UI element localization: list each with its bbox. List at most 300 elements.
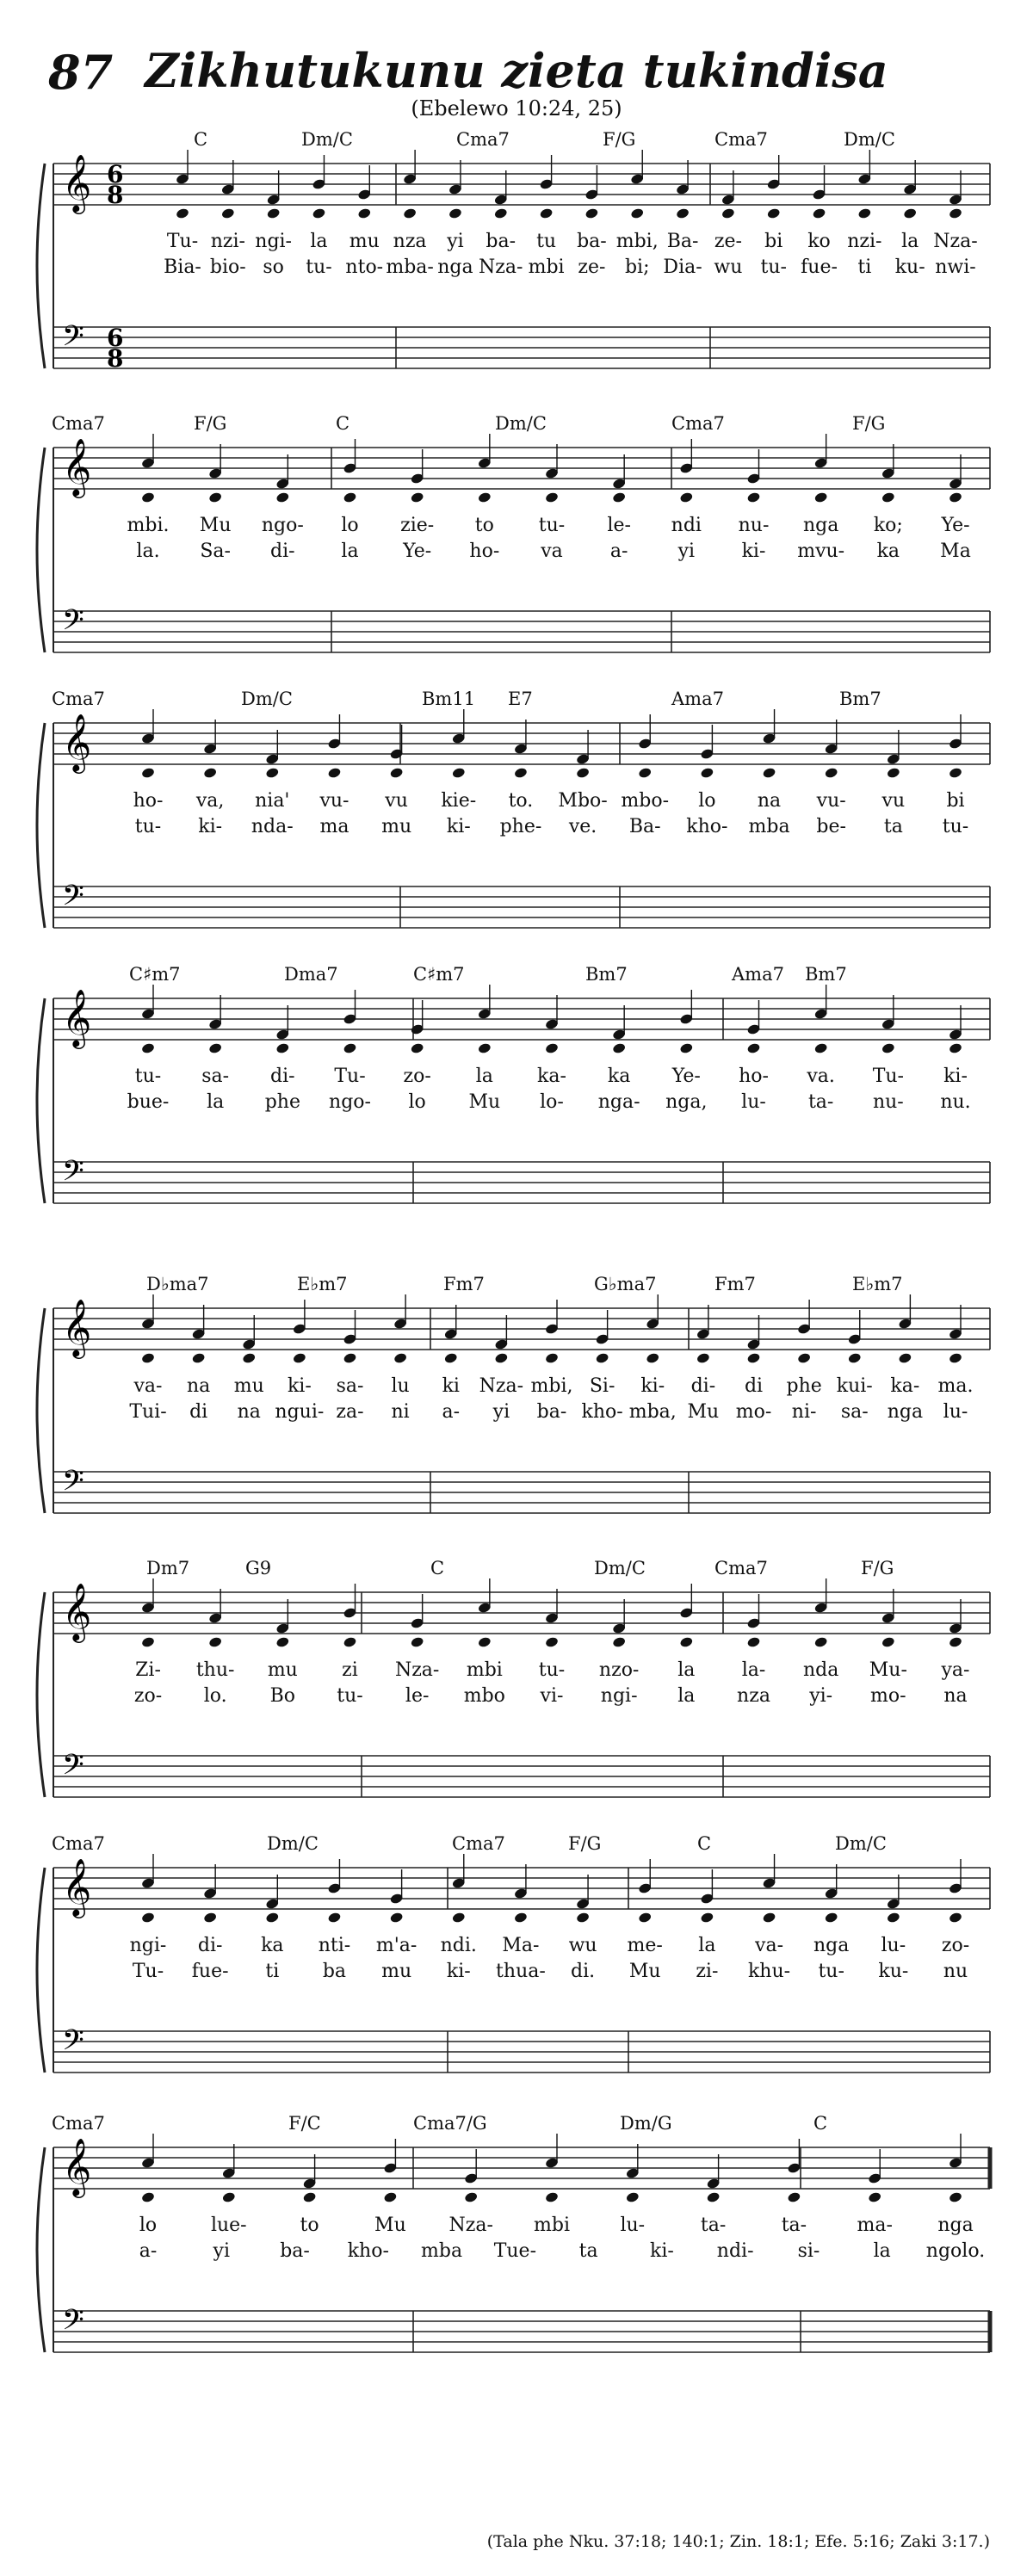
lyric-syllable: nu xyxy=(943,1961,968,1982)
chord-symbol: Cma7 xyxy=(52,2113,105,2134)
lyric-syllable: va- xyxy=(755,1935,784,1956)
footer-references: (Tala phe Nku. 37:18; 140:1; Zin. 18:1; Efe. 5:16; Zaki 3:17.) xyxy=(486,2532,990,2551)
chord-symbol: D♭ma7 xyxy=(146,1274,209,1294)
lyric-line-verse-1 xyxy=(0,1659,1033,1685)
lyric-syllable: ta xyxy=(578,2240,598,2262)
lyric-syllable: ki- xyxy=(741,541,766,562)
lyric-line-verse-1 xyxy=(0,1066,1033,1091)
note-head xyxy=(203,1912,218,1924)
note-head xyxy=(813,1636,828,1648)
lyric-syllable: ho- xyxy=(469,541,500,562)
lyric-syllable: lo. xyxy=(203,1685,227,1707)
note-head xyxy=(881,1042,896,1054)
lyric-syllable: ngolo. xyxy=(925,2240,986,2262)
chord-symbol: Ama7 xyxy=(732,964,784,985)
lyric-syllable: Ye- xyxy=(941,515,970,536)
chord-symbol: Bm7 xyxy=(585,964,628,985)
chord-symbol: Fm7 xyxy=(443,1274,485,1294)
note-head xyxy=(478,1636,492,1648)
lyric-syllable: Sa- xyxy=(200,541,231,562)
note-head xyxy=(824,767,838,779)
lyric-syllable: ngi- xyxy=(255,231,293,252)
chord-symbol: E7 xyxy=(508,689,533,709)
lyric-syllable: khu- xyxy=(747,1961,791,1982)
lyric-syllable: zi- xyxy=(696,1961,719,1982)
lyric-syllable: mu xyxy=(349,231,380,252)
lyric-syllable: ki- xyxy=(446,816,471,837)
note-head xyxy=(327,767,342,779)
lyric-syllable: ka xyxy=(607,1066,631,1087)
lyric-syllable: ko; xyxy=(873,515,903,536)
note-head xyxy=(357,207,372,219)
chord-symbol: E♭m7 xyxy=(852,1274,903,1294)
lyric-syllable: Nza- xyxy=(448,2215,493,2236)
chord-symbol: Dma7 xyxy=(284,964,338,985)
note-head xyxy=(343,491,357,503)
treble-clef-icon: 𝄞 xyxy=(62,437,92,496)
note-head xyxy=(208,1636,223,1648)
lyric-syllable: sa- xyxy=(840,1401,869,1423)
chord-symbol: Cma7 xyxy=(452,1833,505,1854)
lyric-syllable: Ye- xyxy=(671,1066,701,1087)
lyric-syllable: ki- xyxy=(446,1961,471,1982)
time-signature: 8 xyxy=(107,181,124,209)
note-head xyxy=(881,491,896,503)
note-head xyxy=(410,1042,424,1054)
lyric-syllable: lu xyxy=(391,1375,410,1397)
note-head xyxy=(700,767,714,779)
lyric-syllable: lo- xyxy=(540,1091,564,1113)
chord-symbol: Fm7 xyxy=(714,1274,756,1294)
chord-symbol: Dm/C xyxy=(241,689,293,709)
chord-symbol: Cma7/G xyxy=(413,2113,487,2134)
chord-symbol: F/C xyxy=(288,2113,321,2134)
note-head xyxy=(797,1352,812,1364)
lyric-syllable: va, xyxy=(195,790,225,812)
lyric-syllable: ma. xyxy=(937,1375,974,1397)
note-head xyxy=(949,1912,963,1924)
lyric-syllable: Mu xyxy=(628,1961,661,1982)
lyric-syllable: bi xyxy=(764,231,783,252)
lyric-syllable: bi xyxy=(946,790,965,812)
chord-symbol: C♯m7 xyxy=(413,964,465,985)
lyric-syllable: na xyxy=(943,1685,968,1707)
note-head xyxy=(949,767,963,779)
lyric-syllable: Zi- xyxy=(135,1659,161,1681)
hymn-number: 87 xyxy=(48,45,114,100)
chord-symbol: G♭ma7 xyxy=(594,1274,657,1294)
lyric-syllable: nga xyxy=(802,515,839,536)
lyric-syllable: lu- xyxy=(620,2215,646,2236)
lyric-syllable: ka- xyxy=(537,1066,566,1087)
lyric-syllable: ze- xyxy=(714,231,742,252)
note-head xyxy=(630,207,645,219)
time-signature: 6 xyxy=(107,160,124,188)
lyric-syllable: Tu- xyxy=(334,1066,366,1087)
note-head xyxy=(493,207,508,219)
lyric-syllable: ya- xyxy=(941,1659,970,1681)
lyric-syllable: Tu- xyxy=(132,1961,164,1982)
lyric-syllable: za- xyxy=(336,1401,364,1423)
lyric-syllable: zi xyxy=(342,1659,358,1681)
scripture-reference: (Ebelewo 10:24, 25) xyxy=(411,96,622,120)
hymn-title: Zikhutukunu zieta tukindisa xyxy=(145,43,888,98)
lyric-syllable: ve. xyxy=(568,816,597,837)
lyric-syllable: phe xyxy=(786,1375,822,1397)
lyric-syllable: bio- xyxy=(209,256,246,278)
bass-clef-icon: 𝄢 xyxy=(62,1749,84,1788)
note-head xyxy=(949,1352,963,1364)
bass-clef-icon: 𝄢 xyxy=(62,1155,84,1195)
note-head xyxy=(327,1912,342,1924)
chord-symbol: Cma7 xyxy=(714,1558,768,1578)
note-head xyxy=(746,491,761,503)
lyric-syllable: mbi xyxy=(534,2215,570,2236)
treble-clef-icon: 𝄞 xyxy=(62,2137,92,2196)
note-head xyxy=(898,1352,912,1364)
chord-symbol: C xyxy=(697,1833,712,1854)
chord-symbol: Bm7 xyxy=(805,964,847,985)
lyric-syllable: ho- xyxy=(133,790,164,812)
lyric-syllable: kho- xyxy=(581,1401,623,1423)
chord-symbol: Dm/G xyxy=(620,2113,672,2134)
lyric-syllable: va. xyxy=(807,1066,835,1087)
lyric-syllable: nzi- xyxy=(847,231,882,252)
chord-symbol: Dm/C xyxy=(835,1833,887,1854)
chord-symbol: F/G xyxy=(194,413,227,434)
lyric-syllable: le- xyxy=(607,515,631,536)
lyric-syllable: ngi- xyxy=(129,1935,167,1956)
lyric-syllable: Bo xyxy=(269,1685,296,1707)
treble-clef-icon: 𝄞 xyxy=(62,713,92,771)
lyric-syllable: tu- xyxy=(538,515,566,536)
lyric-syllable: to. xyxy=(508,790,534,812)
note-head xyxy=(746,1352,761,1364)
bass-clef-icon: 𝄢 xyxy=(62,880,84,919)
note-head xyxy=(208,1042,223,1054)
note-head xyxy=(857,207,872,219)
lyric-syllable: ko xyxy=(807,231,831,252)
note-head xyxy=(887,1912,901,1924)
note-head xyxy=(275,1042,290,1054)
note-head xyxy=(208,491,223,503)
lyric-syllable: lu- xyxy=(741,1091,766,1113)
lyric-line-verse-2 xyxy=(0,541,1033,566)
lyric-syllable: nda xyxy=(802,1659,839,1681)
chord-symbol: C xyxy=(336,413,350,434)
lyric-line-verse-2 xyxy=(0,816,1033,842)
note-head xyxy=(265,767,280,779)
lyric-syllable: a- xyxy=(139,2240,158,2262)
note-head xyxy=(612,491,627,503)
lyric-syllable: mbi xyxy=(466,1659,503,1681)
lyric-syllable: mu xyxy=(267,1659,298,1681)
chord-symbol: Cma7 xyxy=(52,413,105,434)
lyric-line-verse-1 xyxy=(0,231,1033,256)
lyric-syllable: nu- xyxy=(738,515,770,536)
note-head xyxy=(312,207,326,219)
lyric-line-verse-2 xyxy=(0,2240,1033,2266)
lyric-line-verse-2 xyxy=(0,1091,1033,1117)
note-head xyxy=(203,767,218,779)
lyric-syllable: tu- xyxy=(760,256,787,278)
lyric-syllable: Tui- xyxy=(129,1401,167,1423)
lyric-syllable: tu- xyxy=(818,1961,844,1982)
lyric-syllable: fue- xyxy=(191,1961,229,1982)
lyric-syllable: ka- xyxy=(890,1375,920,1397)
lyric-syllable: la xyxy=(698,1935,716,1956)
lyric-syllable: mu xyxy=(381,1961,412,1982)
lyric-syllable: lo xyxy=(139,2215,158,2236)
lyric-syllable: ngui- xyxy=(275,1401,325,1423)
note-head xyxy=(410,1636,424,1648)
lyric-syllable: nzo- xyxy=(598,1659,640,1681)
note-head xyxy=(706,2191,721,2203)
lyric-syllable: nzi- xyxy=(210,231,245,252)
chord-symbol: C♯m7 xyxy=(129,964,181,985)
lyric-syllable: nga xyxy=(937,2215,974,2236)
note-head xyxy=(514,767,529,779)
lyric-syllable: nda- xyxy=(251,816,294,837)
treble-clef-icon: 𝄞 xyxy=(62,153,92,212)
note-head xyxy=(266,207,281,219)
lyric-syllable: Tu- xyxy=(872,1066,904,1087)
lyric-syllable: mbo xyxy=(463,1685,505,1707)
note-head xyxy=(746,1042,761,1054)
chord-symbol: Dm/C xyxy=(844,129,895,150)
lyric-syllable: m'a- xyxy=(375,1935,418,1956)
chord-symbol: F/G xyxy=(852,413,886,434)
note-head xyxy=(576,767,591,779)
note-head xyxy=(762,1912,776,1924)
lyric-syllable: so xyxy=(263,256,284,278)
lyric-syllable: to xyxy=(474,515,494,536)
lyric-line-verse-1 xyxy=(0,790,1033,816)
note-head xyxy=(222,2191,237,2203)
lyric-syllable: di xyxy=(744,1375,764,1397)
lyric-syllable: nza xyxy=(393,231,427,252)
chord-symbol: C xyxy=(194,129,208,150)
note-head xyxy=(448,207,463,219)
lyric-line-verse-1 xyxy=(0,1375,1033,1401)
lyric-syllable: la. xyxy=(136,541,160,562)
note-head xyxy=(302,2191,317,2203)
note-head xyxy=(451,1912,466,1924)
lyric-syllable: lo xyxy=(408,1091,426,1113)
chord-symbol: F/G xyxy=(861,1558,894,1578)
chord-symbol: Bm7 xyxy=(839,689,881,709)
lyric-syllable: mbi, xyxy=(615,231,659,252)
chord-symbol: Dm/C xyxy=(267,1833,319,1854)
note-head xyxy=(242,1352,257,1364)
lyric-syllable: bue- xyxy=(127,1091,170,1113)
lyric-syllable: la xyxy=(677,1659,696,1681)
lyric-syllable: mbi, xyxy=(530,1375,573,1397)
lyric-syllable: ka xyxy=(261,1935,284,1956)
lyric-syllable: ba xyxy=(322,1961,347,1982)
chord-symbol: Cma7 xyxy=(671,413,725,434)
note-head xyxy=(679,1636,694,1648)
note-head xyxy=(787,2191,801,2203)
time-signature: 8 xyxy=(107,344,124,373)
lyric-syllable: to xyxy=(300,2215,319,2236)
lyric-syllable: Mu xyxy=(374,2215,406,2236)
lyric-syllable: nga xyxy=(437,256,473,278)
lyric-syllable: mba xyxy=(748,816,790,837)
lyric-syllable: sa- xyxy=(201,1066,230,1087)
lyric-syllable: mbi xyxy=(528,256,565,278)
lyric-syllable: ba- xyxy=(577,231,607,252)
note-head xyxy=(293,1352,307,1364)
note-head xyxy=(191,1352,206,1364)
chord-symbol: F/G xyxy=(603,129,636,150)
lyric-syllable: le- xyxy=(405,1685,430,1707)
lyric-syllable: ta xyxy=(883,816,903,837)
note-head xyxy=(494,1352,509,1364)
note-head xyxy=(612,1042,627,1054)
note-head xyxy=(646,1352,660,1364)
note-head xyxy=(762,767,776,779)
note-head xyxy=(585,207,599,219)
note-head xyxy=(141,1042,156,1054)
lyric-syllable: zo- xyxy=(941,1935,970,1956)
lyric-line-verse-1 xyxy=(0,1935,1033,1961)
lyric-syllable: ki- xyxy=(287,1375,312,1397)
note-head xyxy=(847,1352,862,1364)
lyric-line-verse-1 xyxy=(0,515,1033,541)
lyric-syllable: Ma xyxy=(940,541,971,562)
time-signature: 6 xyxy=(107,324,124,352)
lyric-syllable: ku- xyxy=(894,256,925,278)
note-head xyxy=(176,207,190,219)
lyric-syllable: Ba- xyxy=(666,231,699,252)
treble-clef-icon: 𝄞 xyxy=(62,1582,92,1640)
lyric-syllable: va xyxy=(541,541,563,562)
lyric-syllable: ku- xyxy=(878,1961,909,1982)
lyric-syllable: Mu xyxy=(468,1091,501,1113)
lyric-syllable: mvu- xyxy=(797,541,845,562)
lyric-syllable: kho- xyxy=(347,2240,389,2262)
lyric-syllable: Ye- xyxy=(403,541,432,562)
note-head xyxy=(949,207,963,219)
lyric-syllable: bi; xyxy=(624,256,650,278)
lyric-syllable: nu. xyxy=(940,1091,971,1113)
lyric-syllable: ba- xyxy=(280,2240,310,2262)
note-head xyxy=(887,767,901,779)
lyric-syllable: ki- xyxy=(198,816,223,837)
note-head xyxy=(393,1352,408,1364)
lyric-syllable: ma- xyxy=(857,2215,893,2236)
lyric-syllable: vu xyxy=(881,790,906,812)
note-head xyxy=(903,207,918,219)
lyric-syllable: Bia- xyxy=(164,256,201,278)
lyric-syllable: zo- xyxy=(403,1066,431,1087)
note-head xyxy=(389,1912,404,1924)
bass-clef-icon: 𝄢 xyxy=(62,2304,84,2344)
lyric-syllable: ngi- xyxy=(600,1685,638,1707)
lyric-syllable: la xyxy=(873,2240,891,2262)
chord-symbol: C xyxy=(813,2113,828,2134)
note-head xyxy=(766,207,781,219)
lyric-syllable: ngo- xyxy=(329,1091,371,1113)
note-head xyxy=(812,207,826,219)
lyric-syllable: nti- xyxy=(318,1935,351,1956)
lyric-syllable: yi xyxy=(447,231,464,252)
lyric-line-verse-1 xyxy=(0,2215,1033,2240)
lyric-syllable: yi xyxy=(492,1401,510,1423)
note-head xyxy=(700,1912,714,1924)
note-head xyxy=(595,1352,609,1364)
lyric-syllable: thua- xyxy=(496,1961,546,1982)
note-head xyxy=(679,1042,694,1054)
note-head xyxy=(410,491,424,503)
note-head xyxy=(265,1912,280,1924)
lyric-syllable: Nza- xyxy=(479,1375,524,1397)
lyric-syllable: ki- xyxy=(943,1066,968,1087)
note-head xyxy=(343,1352,357,1364)
lyric-syllable: tu- xyxy=(942,816,969,837)
lyric-syllable: Ma- xyxy=(502,1935,540,1956)
chord-symbol: Dm/C xyxy=(495,413,547,434)
lyric-syllable: lo xyxy=(341,515,359,536)
lyric-syllable: kie- xyxy=(441,790,477,812)
lyric-syllable: wu xyxy=(714,256,743,278)
lyric-syllable: nto- xyxy=(345,256,384,278)
lyric-syllable: lue- xyxy=(210,2215,247,2236)
lyric-syllable: vu- xyxy=(319,790,349,812)
chord-symbol: Dm/C xyxy=(301,129,353,150)
chord-symbol: Ama7 xyxy=(671,689,724,709)
note-head xyxy=(696,1352,711,1364)
lyric-syllable: tu- xyxy=(306,256,332,278)
note-head xyxy=(721,207,736,219)
chord-symbol: Dm7 xyxy=(146,1558,190,1578)
lyric-syllable: ta- xyxy=(700,2215,727,2236)
lyric-syllable: ta- xyxy=(781,2215,807,2236)
lyric-syllable: ze- xyxy=(578,256,606,278)
chord-symbol: G9 xyxy=(245,1558,272,1578)
lyric-syllable: kui- xyxy=(836,1375,873,1397)
note-head xyxy=(949,1042,963,1054)
note-head xyxy=(949,2191,963,2203)
note-head xyxy=(514,1912,529,1924)
note-head xyxy=(676,207,690,219)
bass-clef-icon: 𝄢 xyxy=(62,2024,84,2064)
note-head xyxy=(949,1636,963,1648)
lyric-syllable: thu- xyxy=(195,1659,235,1681)
chord-symbol: C xyxy=(430,1558,445,1578)
chord-symbol: Cma7 xyxy=(52,1833,105,1854)
note-head xyxy=(949,491,963,503)
lyric-syllable: lu- xyxy=(881,1935,906,1956)
note-head xyxy=(275,1636,290,1648)
note-head xyxy=(141,1352,156,1364)
note-head xyxy=(746,1636,761,1648)
note-head xyxy=(545,1636,560,1648)
lyric-syllable: be- xyxy=(816,816,846,837)
lyric-syllable: Dia- xyxy=(663,256,702,278)
lyric-syllable: ni- xyxy=(791,1401,817,1423)
note-head xyxy=(626,2191,640,2203)
lyric-syllable: Tue- xyxy=(493,2240,537,2262)
note-head xyxy=(545,2191,560,2203)
bass-clef-icon: 𝄢 xyxy=(62,320,84,360)
lyric-syllable: wu xyxy=(568,1935,597,1956)
note-head xyxy=(464,2191,479,2203)
lyric-syllable: nga xyxy=(813,1935,850,1956)
chord-symbol: F/G xyxy=(568,1833,602,1854)
note-head xyxy=(638,1912,653,1924)
